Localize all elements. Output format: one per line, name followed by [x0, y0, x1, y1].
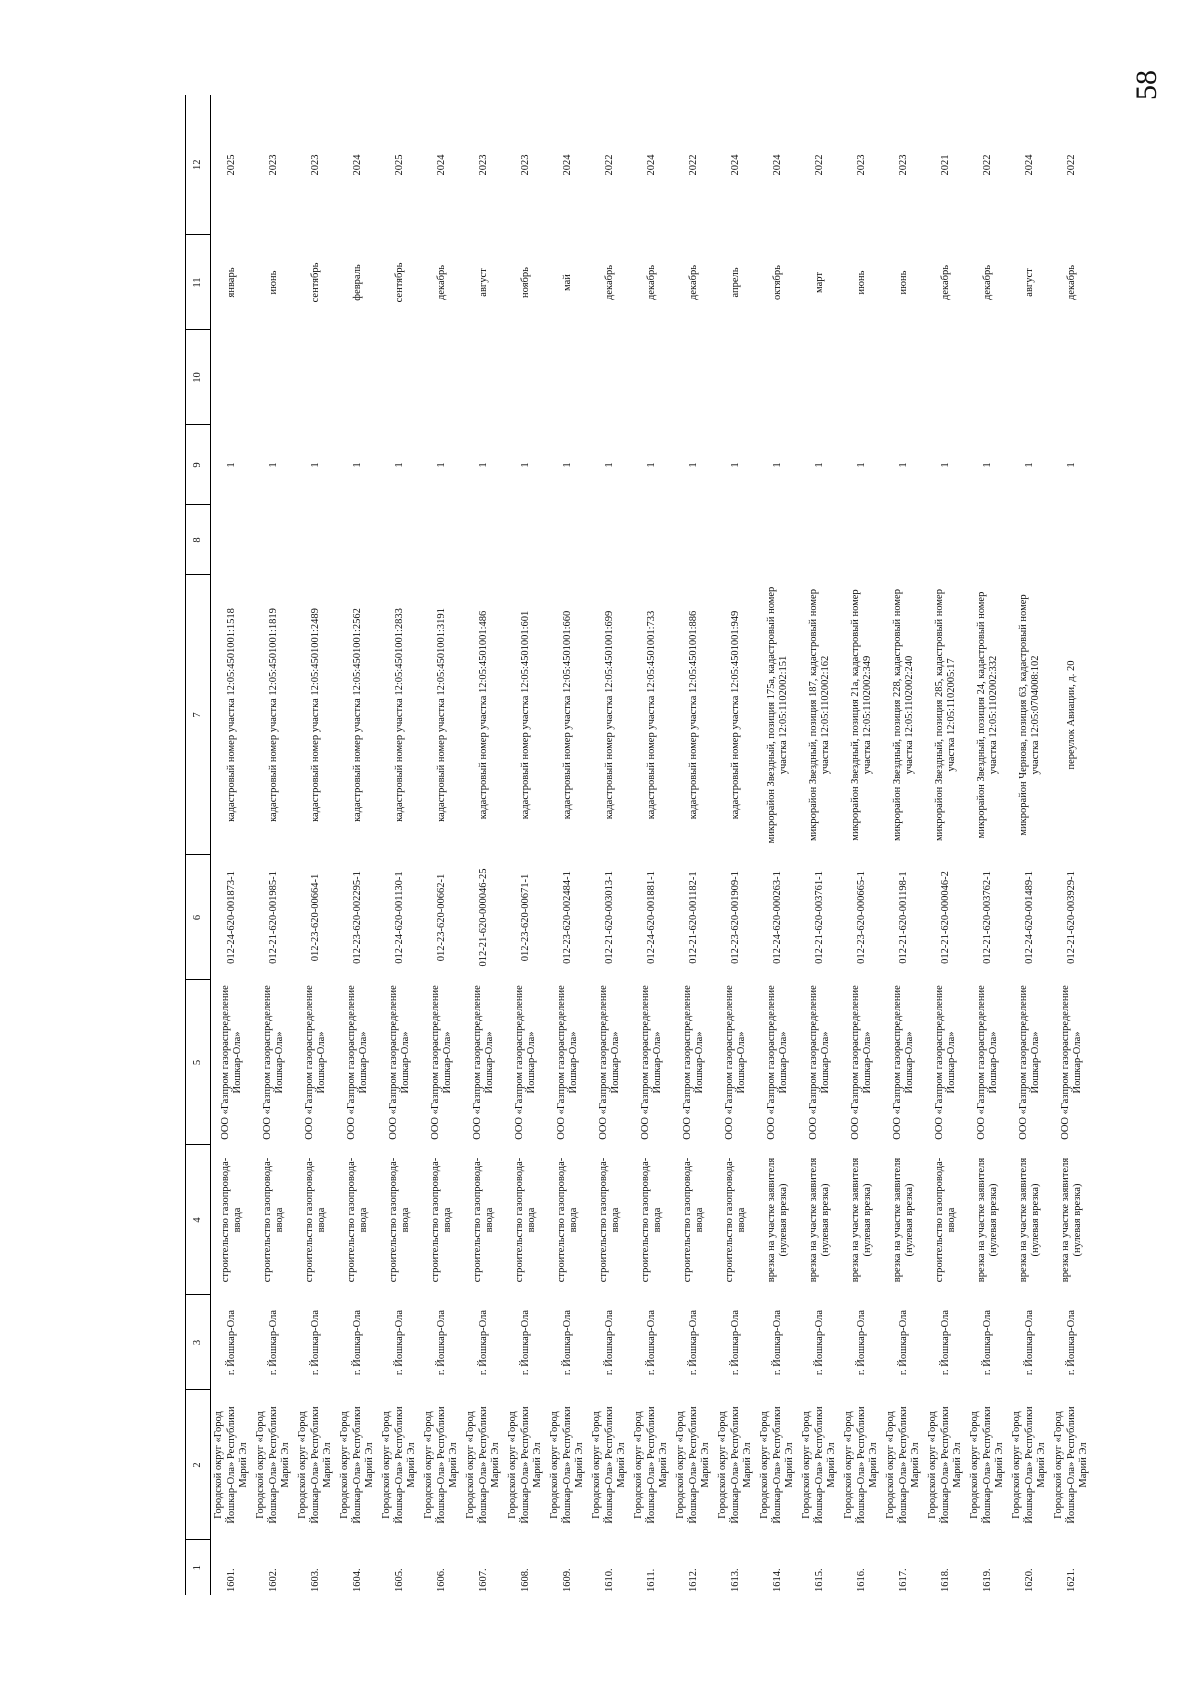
col8-cell [421, 505, 463, 575]
owner-cell: Городской округ «Город Йошкар-Ола» Республики Марий Эл [717, 1406, 754, 1524]
table-row [967, 95, 1009, 1595]
table-row [421, 95, 463, 1595]
location-cell: микрорайон Звездный, позиция 24, кадастровый номер участка 12:05:1102002:332 [975, 591, 999, 839]
work-type-cell: строительство газопровода-ввода [555, 1157, 579, 1283]
table-row [673, 95, 715, 1595]
organization-cell: ООО «Газпром газораспределение Йошкар-Ола» [471, 985, 495, 1140]
table-row [505, 95, 547, 1595]
col9-cell: 1 [981, 462, 993, 468]
code-cell: 012-24-620-001881-1 [645, 871, 657, 964]
row-number: 1609. [561, 1568, 573, 1592]
col8-cell [799, 505, 841, 575]
col10-cell [505, 330, 547, 425]
code-cell: 012-21-620-003929-1 [1065, 871, 1077, 964]
month-cell: март [813, 272, 825, 293]
year-cell: 2023 [477, 154, 489, 176]
row-number: 1619. [981, 1568, 993, 1592]
city-cell: г. Йошкар-Ола [645, 1309, 657, 1376]
header-row [186, 95, 211, 1595]
col9-cell: 1 [1023, 462, 1035, 468]
col9-cell: 1 [267, 462, 279, 468]
city-cell: г. Йошкар-Ола [939, 1309, 951, 1376]
code-cell: 012-24-620-001873-1 [225, 871, 237, 964]
location-cell: кадастровый номер участка 12:05:4501001:486 [477, 610, 489, 820]
city-cell: г. Йошкар-Ола [351, 1309, 363, 1376]
city-cell: г. Йошкар-Ола [729, 1309, 741, 1376]
code-cell: 012-21-620-003013-1 [603, 871, 615, 964]
row-number: 1610. [603, 1568, 615, 1592]
owner-cell: Городской округ «Город Йошкар-Ола» Республики Марий Эл [633, 1406, 670, 1524]
month-cell: январь [225, 267, 237, 298]
col8-cell [505, 505, 547, 575]
owner-cell: Городской округ «Город Йошкар-Ола» Республики Марий Эл [549, 1406, 586, 1524]
code-cell: 012-21-620-000046-2 [939, 871, 951, 964]
city-cell: г. Йошкар-Ола [855, 1309, 867, 1376]
code-cell: 012-21-620-000046-25 [477, 868, 489, 967]
month-cell: декабрь [939, 265, 951, 300]
year-cell: 2025 [393, 154, 405, 176]
city-cell: г. Йошкар-Ола [225, 1309, 237, 1376]
year-cell: 2024 [561, 154, 573, 176]
city-cell: г. Йошкар-Ола [435, 1309, 447, 1376]
location-cell: кадастровый номер участка 12:05:4501001:1518 [225, 608, 237, 822]
col9-cell: 1 [561, 462, 573, 468]
owner-cell: Городской округ «Город Йошкар-Ола» Республики Марий Эл [213, 1406, 250, 1524]
owner-cell: Городской округ «Город Йошкар-Ола» Республики Марий Эл [423, 1406, 460, 1524]
owner-cell: Городской округ «Город Йошкар-Ола» Республики Марий Эл [591, 1406, 628, 1524]
work-type-cell: строительство газопровода-ввода [681, 1157, 705, 1283]
owner-cell: Городской округ «Город Йошкар-Ола» Республики Марий Эл [255, 1406, 292, 1524]
location-cell: микрорайон Звездный, позиция 228, кадастровый номер участка 12:05:1102002:240 [891, 589, 915, 841]
month-cell: апрель [729, 267, 741, 298]
work-type-cell: врезка на участке заявителя (нулевая врезка) [765, 1157, 789, 1283]
location-cell: микрорайон Чернова, позиция 63, кадастровый номер участка 12:05:0704008:102 [1017, 594, 1041, 836]
table-row [631, 95, 673, 1595]
col10-cell [463, 330, 505, 425]
col8-cell [379, 505, 421, 575]
row-number: 1603. [309, 1568, 321, 1592]
location-cell: кадастровый номер участка 12:05:4501001:2562 [351, 608, 363, 822]
col10-cell [631, 330, 673, 425]
owner-cell: Городской округ «Город Йошкар-Ола» Республики Марий Эл [843, 1406, 880, 1524]
col8-cell [547, 505, 589, 575]
month-cell: ноябрь [519, 267, 531, 298]
code-cell: 012-23-620-002484-1 [561, 871, 573, 964]
work-type-cell: врезка на участке заявителя (нулевая врезка) [849, 1157, 873, 1283]
column-header: 5 [186, 980, 211, 1145]
col8-cell [967, 505, 1009, 575]
table-row [883, 95, 925, 1595]
year-cell: 2025 [225, 154, 237, 176]
month-cell: июнь [897, 270, 909, 295]
col9-cell: 1 [939, 462, 951, 468]
location-cell: микрорайон Звездный, позиция 175а, кадастровый номер участка 12:05:1102002:151 [765, 586, 789, 844]
city-cell: г. Йошкар-Ола [813, 1309, 825, 1376]
col10-cell [589, 330, 631, 425]
col8-cell [211, 505, 254, 575]
col8-cell [253, 505, 295, 575]
col10-cell [421, 330, 463, 425]
column-header: 2 [186, 1390, 211, 1540]
year-cell: 2024 [645, 154, 657, 176]
location-cell: кадастровый номер участка 12:05:4501001:733 [645, 610, 657, 820]
col8-cell [925, 505, 967, 575]
owner-cell: Городской округ «Город Йошкар-Ола» Республики Марий Эл [927, 1406, 964, 1524]
col9-cell: 1 [309, 462, 321, 468]
col8-cell [673, 505, 715, 575]
location-cell: кадастровый номер участка 12:05:4501001:886 [687, 610, 699, 820]
code-cell: 012-21-620-003761-1 [813, 871, 825, 964]
column-header: 6 [186, 855, 211, 980]
month-cell: декабрь [603, 265, 615, 300]
organization-cell: ООО «Газпром газораспределение Йошкар-Ола» [975, 985, 999, 1140]
month-cell: май [561, 274, 573, 291]
work-type-cell: строительство газопровода-ввода [303, 1157, 327, 1283]
location-cell: кадастровый номер участка 12:05:4501001:660 [561, 610, 573, 820]
organization-cell: ООО «Газпром газораспределение Йошкар-Ола» [219, 985, 243, 1140]
col9-cell: 1 [645, 462, 657, 468]
location-cell: микрорайон Звездный, позиция 285, кадастровый номер участка 12:05:1102005:17 [933, 589, 957, 841]
city-cell: г. Йошкар-Ола [477, 1309, 489, 1376]
organization-cell: ООО «Газпром газораспределение Йошкар-Ола» [933, 985, 957, 1140]
month-cell: декабрь [1065, 265, 1077, 300]
location-cell: кадастровый номер участка 12:05:4501001:2833 [393, 608, 405, 822]
year-cell: 2024 [435, 154, 447, 176]
table-row [589, 95, 631, 1595]
month-cell: июнь [855, 270, 867, 295]
code-cell: 012-24-620-000263-1 [771, 871, 783, 964]
row-number: 1608. [519, 1568, 531, 1592]
table-row [547, 95, 589, 1595]
col10-cell [211, 330, 254, 425]
table-row [379, 95, 421, 1595]
year-cell: 2022 [981, 154, 993, 176]
table-row [757, 95, 799, 1595]
city-cell: г. Йошкар-Ола [771, 1309, 783, 1376]
col10-cell [799, 330, 841, 425]
col10-cell [883, 330, 925, 425]
col8-cell [295, 505, 337, 575]
work-type-cell: врезка на участке заявителя (нулевая врезка) [807, 1157, 831, 1283]
table-row [211, 95, 254, 1595]
code-cell: 012-24-620-001489-1 [1023, 871, 1035, 964]
col8-cell [715, 505, 757, 575]
year-cell: 2023 [309, 154, 321, 176]
city-cell: г. Йошкар-Ола [981, 1309, 993, 1376]
location-cell: кадастровый номер участка 12:05:4501001:949 [729, 610, 741, 820]
organization-cell: ООО «Газпром газораспределение Йошкар-Ола» [891, 985, 915, 1140]
owner-cell: Городской округ «Город Йошкар-Ола» Республики Марий Эл [1011, 1406, 1048, 1524]
organization-cell: ООО «Газпром газораспределение Йошкар-Ола» [765, 985, 789, 1140]
code-cell: 012-21-620-001198-1 [897, 871, 909, 964]
row-number: 1611. [645, 1568, 657, 1592]
work-type-cell: врезка на участке заявителя (нулевая врезка) [975, 1157, 999, 1283]
col8-cell [337, 505, 379, 575]
month-cell: август [477, 268, 489, 297]
table-row [925, 95, 967, 1595]
row-number: 1613. [729, 1568, 741, 1592]
year-cell: 2024 [771, 154, 783, 176]
table-row [295, 95, 337, 1595]
location-cell: микрорайон Звездный, позиция 21а, кадастровый номер участка 12:05:1102002:349 [849, 589, 873, 841]
column-header: 12 [186, 95, 211, 235]
city-cell: г. Йошкар-Ола [519, 1309, 531, 1376]
city-cell: г. Йошкар-Ола [687, 1309, 699, 1376]
rotated-table-container [185, 95, 1093, 1595]
table-body [211, 95, 1094, 1595]
table-row [715, 95, 757, 1595]
organization-cell: ООО «Газпром газораспределение Йошкар-Ола» [849, 985, 873, 1140]
organization-cell: ООО «Газпром газораспределение Йошкар-Ола» [513, 985, 537, 1140]
city-cell: г. Йошкар-Ола [393, 1309, 405, 1376]
col9-cell: 1 [897, 462, 909, 468]
month-cell: декабрь [687, 265, 699, 300]
organization-cell: ООО «Газпром газораспределение Йошкар-Ола» [261, 985, 285, 1140]
row-number: 1618. [939, 1568, 951, 1592]
year-cell: 2024 [351, 154, 363, 176]
owner-cell: Городской округ «Город Йошкар-Ола» Республики Марий Эл [297, 1406, 334, 1524]
column-header: 8 [186, 505, 211, 575]
month-cell: август [1023, 268, 1035, 297]
organization-cell: ООО «Газпром газораспределение Йошкар-Ола» [387, 985, 411, 1140]
year-cell: 2023 [519, 154, 531, 176]
table-row [463, 95, 505, 1595]
row-number: 1614. [771, 1568, 783, 1592]
work-type-cell: строительство газопровода-ввода [513, 1157, 537, 1283]
col10-cell [337, 330, 379, 425]
work-type-cell: строительство газопровода-ввода [723, 1157, 747, 1283]
year-cell: 2023 [267, 154, 279, 176]
row-number: 1607. [477, 1568, 489, 1592]
work-type-cell: строительство газопровода-ввода [219, 1157, 243, 1283]
col9-cell: 1 [813, 462, 825, 468]
city-cell: г. Йошкар-Ола [1065, 1309, 1077, 1376]
city-cell: г. Йошкар-Ола [897, 1309, 909, 1376]
row-number: 1616. [855, 1568, 867, 1592]
row-number: 1602. [267, 1568, 279, 1592]
owner-cell: Городской округ «Город Йошкар-Ола» Республики Марий Эл [759, 1406, 796, 1524]
location-cell: кадастровый номер участка 12:05:4501001:699 [603, 610, 615, 820]
work-type-cell: строительство газопровода-ввода [345, 1157, 369, 1283]
column-header: 7 [186, 575, 211, 855]
col10-cell [1009, 330, 1051, 425]
year-cell: 2024 [729, 154, 741, 176]
month-cell: октябрь [771, 265, 783, 300]
organization-cell: ООО «Газпром газораспределение Йошкар-Ола» [597, 985, 621, 1140]
column-header: 10 [186, 330, 211, 425]
column-header: 4 [186, 1145, 211, 1295]
city-cell: г. Йошкар-Ола [1023, 1309, 1035, 1376]
col9-cell: 1 [477, 462, 489, 468]
city-cell: г. Йошкар-Ола [309, 1309, 321, 1376]
code-cell: 012-24-620-001130-1 [393, 871, 405, 964]
year-cell: 2024 [1023, 154, 1035, 176]
code-cell: 012-23-620-000665-1 [855, 871, 867, 964]
col9-cell: 1 [855, 462, 867, 468]
column-header: 1 [186, 1540, 211, 1595]
col8-cell [1051, 505, 1093, 575]
year-cell: 2022 [813, 154, 825, 176]
col8-cell [883, 505, 925, 575]
col10-cell [253, 330, 295, 425]
row-number: 1620. [1023, 1568, 1035, 1592]
work-type-cell: строительство газопровода-ввода [471, 1157, 495, 1283]
col9-cell: 1 [351, 462, 363, 468]
year-cell: 2023 [855, 154, 867, 176]
row-number: 1617. [897, 1568, 909, 1592]
table-row [253, 95, 295, 1595]
owner-cell: Городской округ «Город Йошкар-Ола» Республики Марий Эл [339, 1406, 376, 1524]
row-number: 1605. [393, 1568, 405, 1592]
table-row [841, 95, 883, 1595]
code-cell: 012-23-620-002295-1 [351, 871, 363, 964]
location-cell: кадастровый номер участка 12:05:4501001:2489 [309, 608, 321, 822]
col8-cell [631, 505, 673, 575]
page-number: 58 [1130, 70, 1163, 100]
location-cell: микрорайон Звездный, позиция 187, кадастровый номер участка 12:05:1102002:162 [807, 589, 831, 841]
code-cell: 012-23-620-00662-1 [435, 873, 447, 962]
organization-cell: ООО «Газпром газораспределение Йошкар-Ола» [1017, 985, 1041, 1140]
location-cell: переулок Авиации, д. 20 [1065, 660, 1077, 770]
col9-cell: 1 [435, 462, 447, 468]
location-cell: кадастровый номер участка 12:05:4501001:1819 [267, 608, 279, 822]
code-cell: 012-21-620-003762-1 [981, 871, 993, 964]
column-header: 9 [186, 425, 211, 505]
month-cell: декабрь [645, 265, 657, 300]
work-type-cell: врезка на участке заявителя (нулевая врезка) [891, 1157, 915, 1283]
owner-cell: Городской округ «Город Йошкар-Ола» Республики Марий Эл [801, 1406, 838, 1524]
owner-cell: Городской округ «Город Йошкар-Ола» Республики Марий Эл [381, 1406, 418, 1524]
col10-cell [379, 330, 421, 425]
col9-cell: 1 [519, 462, 531, 468]
col10-cell [295, 330, 337, 425]
owner-cell: Городской округ «Город Йошкар-Ола» Республики Марий Эл [969, 1406, 1006, 1524]
organization-cell: ООО «Газпром газораспределение Йошкар-Ола» [303, 985, 327, 1140]
year-cell: 2021 [939, 154, 951, 176]
data-table [185, 95, 1093, 1595]
table-row [1009, 95, 1051, 1595]
table-row [799, 95, 841, 1595]
col10-cell [757, 330, 799, 425]
code-cell: 012-23-620-00671-1 [519, 873, 531, 962]
col8-cell [841, 505, 883, 575]
col9-cell: 1 [771, 462, 783, 468]
col9-cell: 1 [603, 462, 615, 468]
owner-cell: Городской округ «Город Йошкар-Ола» Республики Марий Эл [507, 1406, 544, 1524]
work-type-cell: врезка на участке заявителя (нулевая врезка) [1059, 1157, 1083, 1283]
work-type-cell: строительство газопровода-ввода [933, 1157, 957, 1283]
col9-cell: 1 [729, 462, 741, 468]
row-number: 1621. [1065, 1568, 1077, 1592]
code-cell: 012-21-620-001985-1 [267, 871, 279, 964]
row-number: 1601. [225, 1568, 237, 1592]
owner-cell: Городской округ «Город Йошкар-Ола» Республики Марий Эл [465, 1406, 502, 1524]
col9-cell: 1 [393, 462, 405, 468]
organization-cell: ООО «Газпром газораспределение Йошкар-Ола» [681, 985, 705, 1140]
organization-cell: ООО «Газпром газораспределение Йошкар-Ола» [723, 985, 747, 1140]
col8-cell [463, 505, 505, 575]
col10-cell [715, 330, 757, 425]
col8-cell [589, 505, 631, 575]
month-cell: февраль [351, 264, 363, 301]
table-row [337, 95, 379, 1595]
column-header: 3 [186, 1295, 211, 1390]
organization-cell: ООО «Газпром газораспределение Йошкар-Ола» [555, 985, 579, 1140]
month-cell: июнь [267, 270, 279, 295]
organization-cell: ООО «Газпром газораспределение Йошкар-Ола» [807, 985, 831, 1140]
year-cell: 2022 [1065, 154, 1077, 176]
owner-cell: Городской округ «Город Йошкар-Ола» Республики Марий Эл [675, 1406, 712, 1524]
work-type-cell: строительство газопровода-ввода [387, 1157, 411, 1283]
col9-cell: 1 [687, 462, 699, 468]
code-cell: 012-23-620-00664-1 [309, 873, 321, 962]
month-cell: декабрь [435, 265, 447, 300]
city-cell: г. Йошкар-Ола [603, 1309, 615, 1376]
col10-cell [841, 330, 883, 425]
organization-cell: ООО «Газпром газораспределение Йошкар-Ола» [639, 985, 663, 1140]
city-cell: г. Йошкар-Ола [561, 1309, 573, 1376]
code-cell: 012-21-620-001182-1 [687, 871, 699, 964]
work-type-cell: строительство газопровода-ввода [597, 1157, 621, 1283]
column-header: 11 [186, 235, 211, 330]
row-number: 1612. [687, 1568, 699, 1592]
row-number: 1606. [435, 1568, 447, 1592]
code-cell: 012-23-620-001909-1 [729, 871, 741, 964]
owner-cell: Городской округ «Город Йошкар-Ола» Республики Марий Эл [1053, 1406, 1090, 1524]
work-type-cell: строительство газопровода-ввода [639, 1157, 663, 1283]
owner-cell: Городской округ «Город Йошкар-Ола» Республики Марий Эл [885, 1406, 922, 1524]
location-cell: кадастровый номер участка 12:05:4501001:3191 [435, 608, 447, 822]
work-type-cell: строительство газопровода-ввода [429, 1157, 453, 1283]
work-type-cell: строительство газопровода-ввода [261, 1157, 285, 1283]
col10-cell [925, 330, 967, 425]
location-cell: кадастровый номер участка 12:05:4501001:601 [519, 610, 531, 820]
year-cell: 2022 [603, 154, 615, 176]
organization-cell: ООО «Газпром газораспределение Йошкар-Ола» [345, 985, 369, 1140]
organization-cell: ООО «Газпром газораспределение Йошкар-Ола» [429, 985, 453, 1140]
row-number: 1615. [813, 1568, 825, 1592]
organization-cell: ООО «Газпром газораспределение Йошкар-Ола» [1059, 985, 1083, 1140]
month-cell: декабрь [981, 265, 993, 300]
col8-cell [757, 505, 799, 575]
col10-cell [1051, 330, 1093, 425]
month-cell: сентябрь [309, 262, 321, 303]
col10-cell [547, 330, 589, 425]
col10-cell [673, 330, 715, 425]
col10-cell [967, 330, 1009, 425]
col9-cell: 1 [1065, 462, 1077, 468]
row-number: 1604. [351, 1568, 363, 1592]
year-cell: 2022 [687, 154, 699, 176]
work-type-cell: врезка на участке заявителя (нулевая врезка) [1017, 1157, 1041, 1283]
table-row [1051, 95, 1093, 1595]
year-cell: 2023 [897, 154, 909, 176]
city-cell: г. Йошкар-Ола [267, 1309, 279, 1376]
month-cell: сентябрь [393, 262, 405, 303]
col8-cell [1009, 505, 1051, 575]
col9-cell: 1 [225, 462, 237, 468]
